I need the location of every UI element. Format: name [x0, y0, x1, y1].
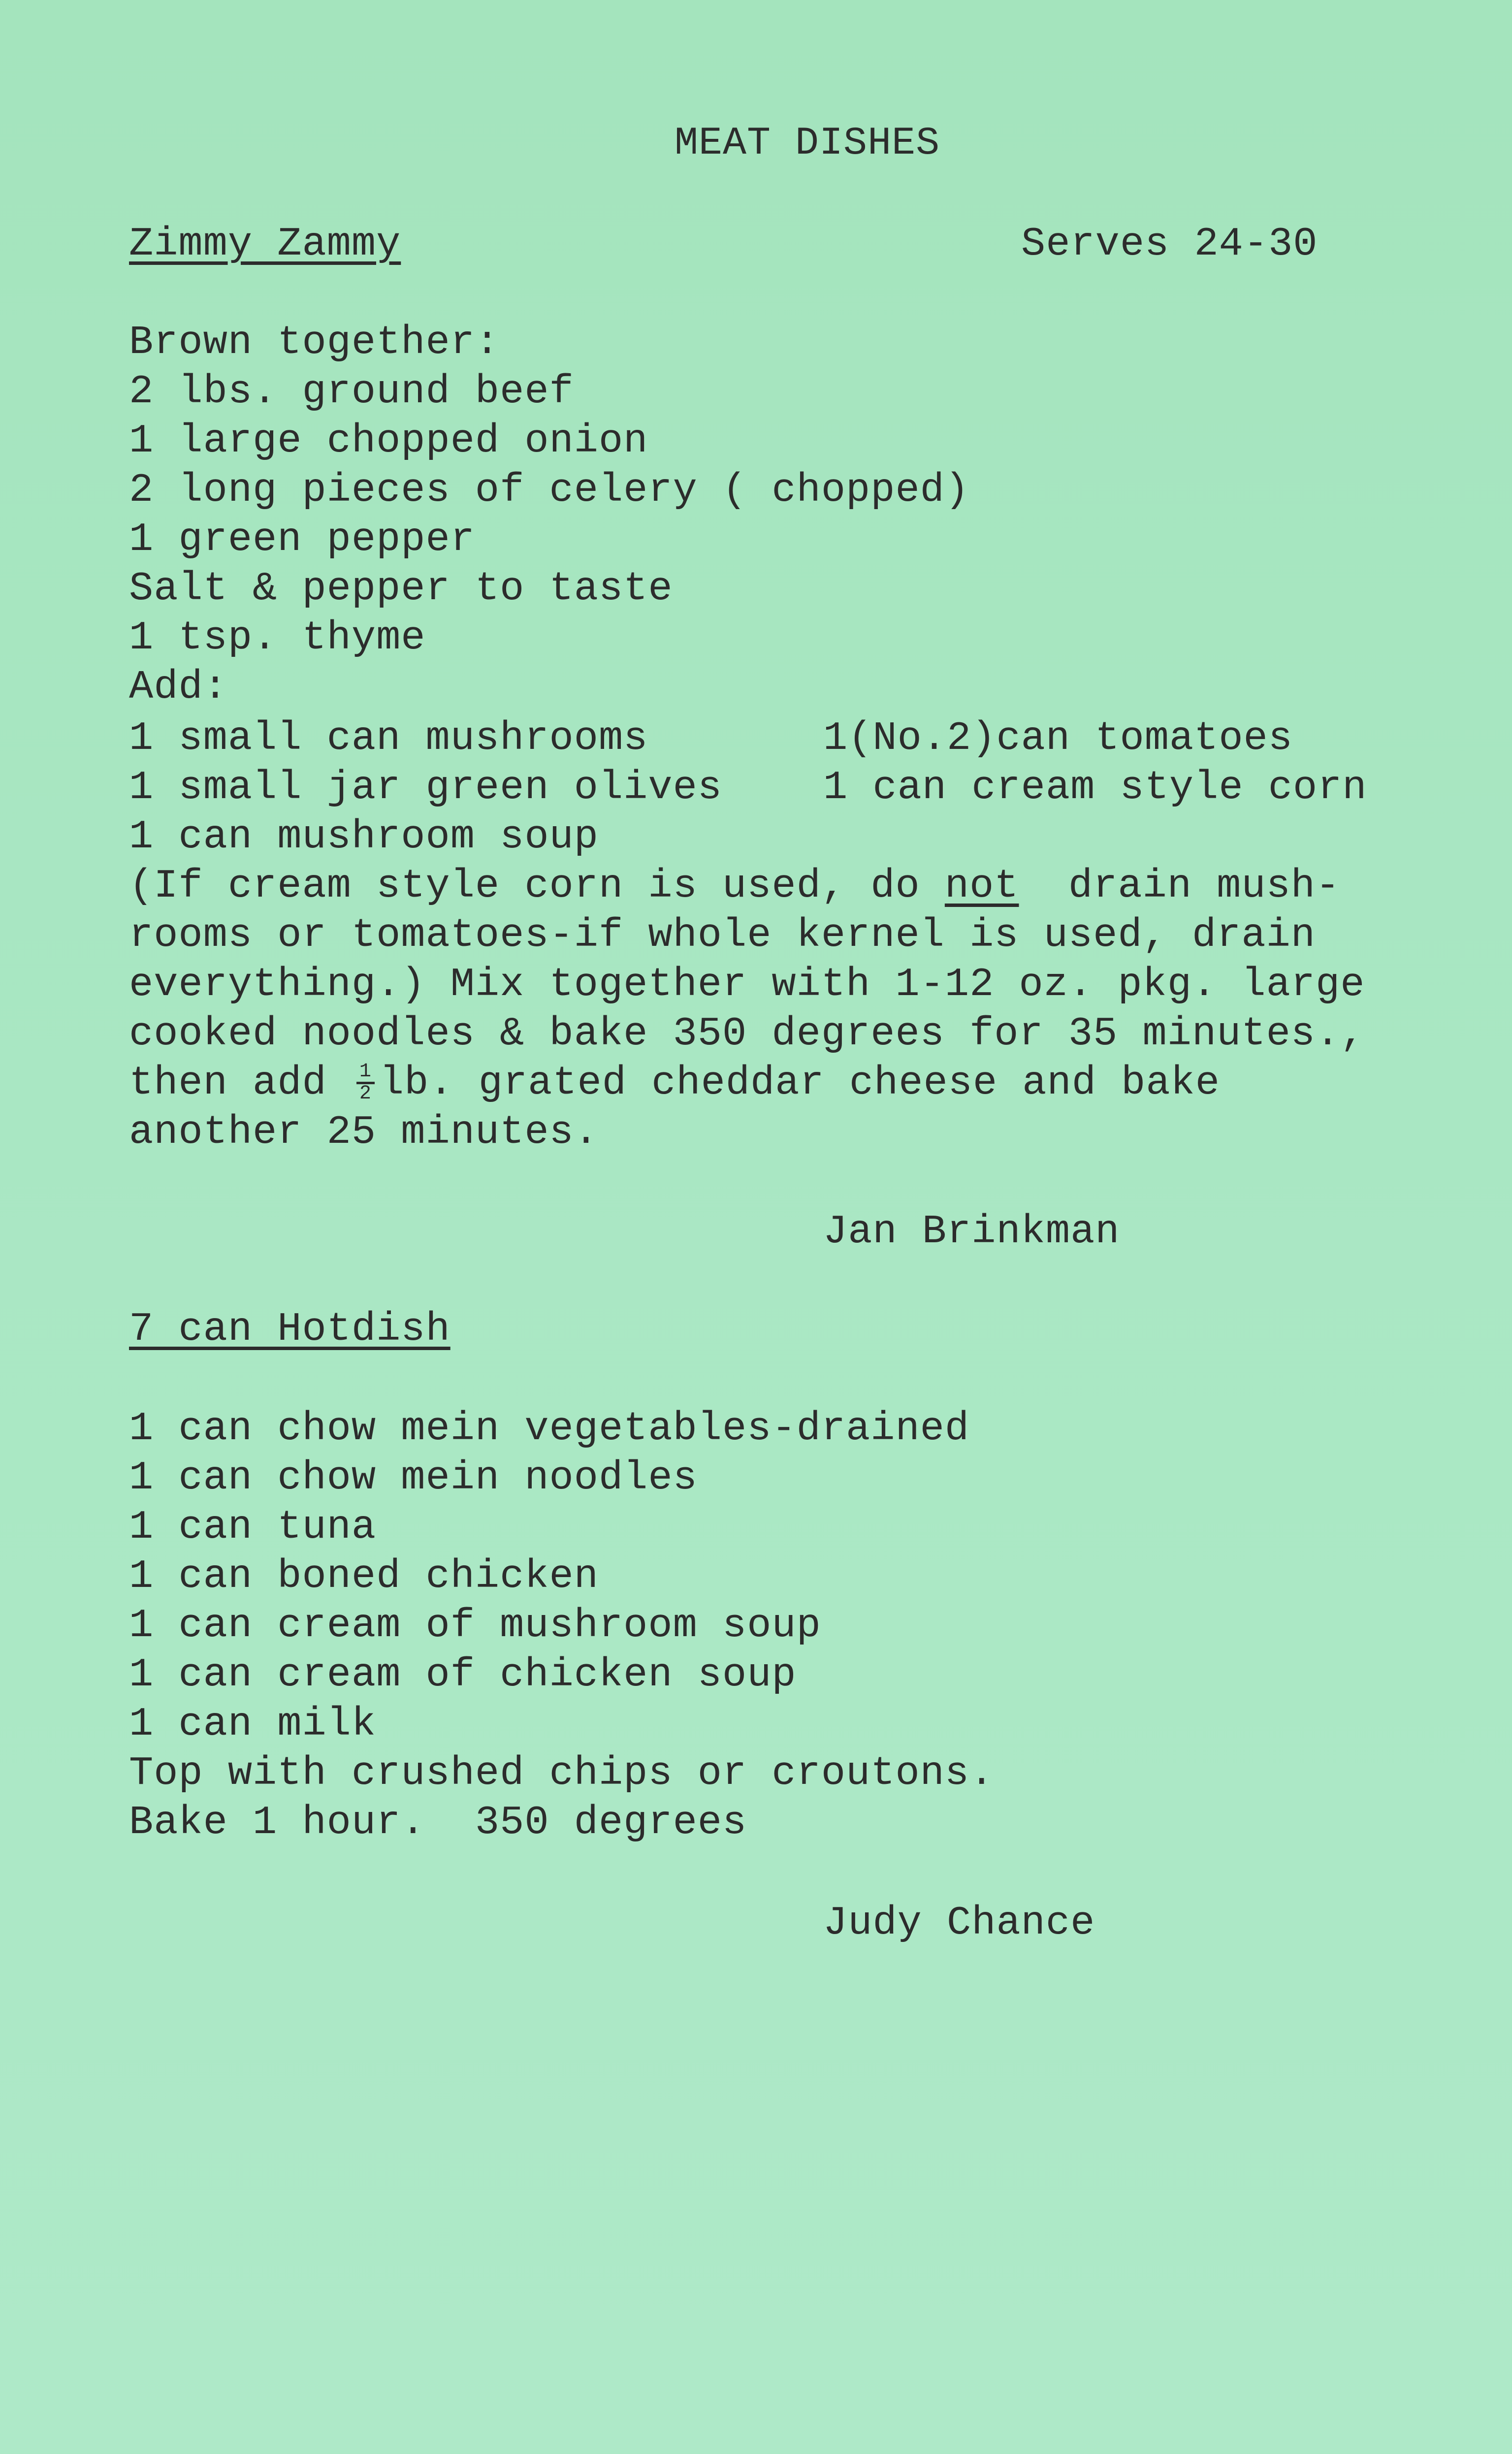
instruction-line: Bake 1 hour. 350 degrees [129, 1800, 747, 1845]
ingredient-line: 1 tsp. thyme [129, 615, 426, 661]
ingredient-line: 1 can chow mein noodles [129, 1455, 698, 1501]
ingredient-line: 2 long pieces of celery ( chopped) [129, 467, 970, 513]
ingredient-line: 1 small jar green olives [129, 765, 722, 810]
instruction-text: lb. grated cheddar cheese and bake [379, 1060, 1220, 1106]
fraction-numerator: 1 [356, 1062, 375, 1084]
serves-count: Serves 24-30 [1021, 221, 1318, 267]
instruction-text: drain mush- [1019, 863, 1341, 909]
ingredient-line: 1 small can mushrooms [129, 715, 648, 761]
ingredient-line: 1 can cream style corn [823, 765, 1367, 810]
recipe-author: Judy Chance [823, 1900, 1095, 1946]
emphasis-not: not [944, 863, 1019, 909]
recipe-title-7-can-hotdish: 7 can Hotdish [129, 1306, 450, 1352]
recipe-title-zimmy-zammy: Zimmy Zammy [129, 221, 401, 267]
ingredient-line: Add: [129, 664, 228, 710]
ingredient-line: Salt & pepper to taste [129, 566, 673, 612]
ingredient-line: 1 can chow mein vegetables-drained [129, 1406, 970, 1452]
instruction-text: (If cream style corn is used, do [129, 863, 945, 909]
ingredient-line: 1 can milk [129, 1701, 377, 1747]
instruction-text: then add [129, 1060, 352, 1106]
ingredient-line: 1 can mushroom soup [129, 814, 599, 860]
ingredient-line: 1 green pepper [129, 517, 475, 562]
instruction-line [129, 862, 1340, 911]
half-fraction [356, 1062, 375, 1104]
ingredient-line: 1(No.2)can tomatoes [823, 715, 1293, 761]
page-title: MEAT DISHES [675, 121, 940, 166]
ingredient-line: 1 can cream of chicken soup [129, 1652, 797, 1698]
recipe-author: Jan Brinkman [823, 1209, 1120, 1255]
ingredient-line: Brown together: [129, 320, 500, 365]
ingredient-line: 1 can cream of mushroom soup [129, 1603, 821, 1648]
ingredient-line: 1 large chopped onion [129, 418, 648, 464]
ingredient-line: 1 can boned chicken [129, 1553, 599, 1599]
instruction-line [129, 1059, 1220, 1108]
instruction-line: Top with crushed chips or croutons. [129, 1750, 995, 1796]
instruction-line: cooked noodles & bake 350 degrees for 35 minutes., [129, 1011, 1365, 1057]
fraction-denominator: 2 [359, 1082, 372, 1105]
instruction-line: everything.) Mix together with 1-12 oz. pkg. large [129, 962, 1365, 1007]
instruction-line: another 25 minutes. [129, 1109, 599, 1155]
ingredient-line: 2 lbs. ground beef [129, 369, 574, 415]
instruction-line: rooms or tomatoes-if whole kernel is used, drain [129, 912, 1316, 958]
ingredient-line: 1 can tuna [129, 1504, 377, 1550]
